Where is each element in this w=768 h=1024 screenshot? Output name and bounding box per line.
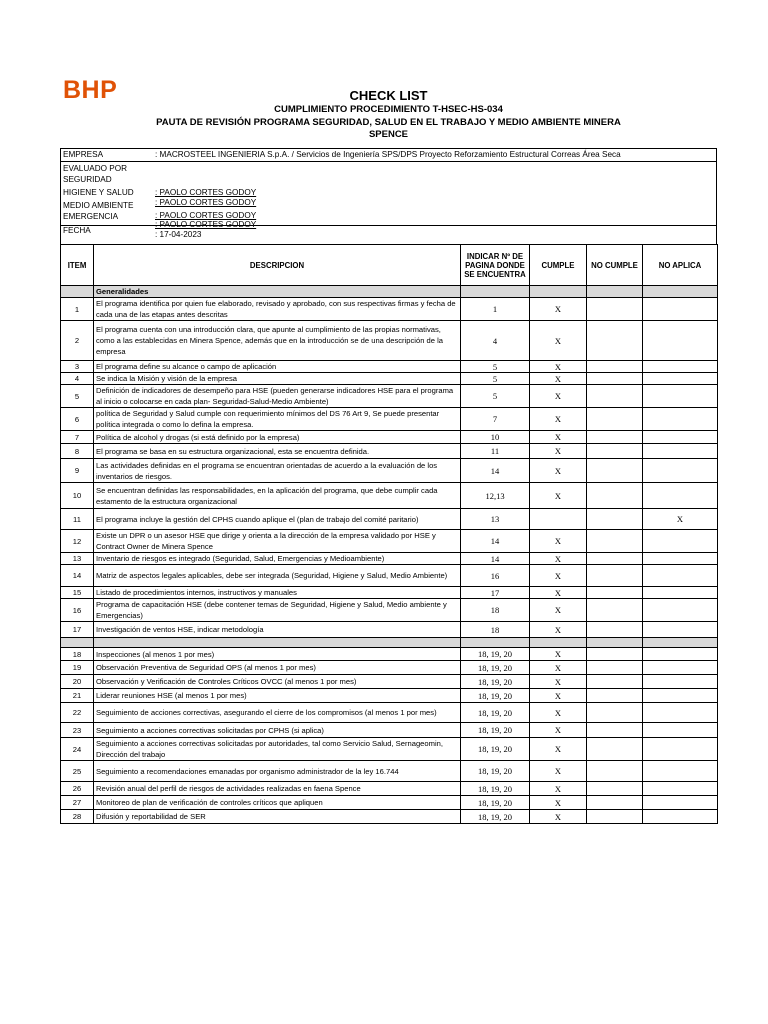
no-aplica-cell xyxy=(643,761,718,782)
description-cell: Definición de indicadores de desempeño para HSE (pueden generarse indicadores HSE para el programa al inicio o colocarse en cada plan- Seguridad-Salud-Medio Ambiente) xyxy=(94,385,461,408)
table-row xyxy=(61,509,718,530)
item-cell: 9 xyxy=(61,459,94,483)
document-subtitle-procedure: CUMPLIMIENTO PROCEDIMIENTO T-HSEC-HS-034 xyxy=(274,104,503,115)
description-cell: El programa identifica por quien fue elaborado, revisado y aprobado, con sus respectivas firmas y fecha de cada una de las etapas antes descritas xyxy=(94,298,461,321)
document-subtitle-site: SPENCE xyxy=(368,129,409,140)
page-cell: 18 xyxy=(461,599,530,622)
page-cell: 10 xyxy=(461,431,530,444)
no-aplica-cell xyxy=(643,587,718,599)
page-cell: 17 xyxy=(461,587,530,599)
item-cell: 4 xyxy=(61,373,94,385)
page-cell: 7 xyxy=(461,408,530,431)
cumple-cell: X xyxy=(530,553,587,565)
description-cell: Liderar reuniones HSE (al menos 1 por mes) xyxy=(94,689,461,703)
no-aplica-cell xyxy=(643,738,718,761)
item-cell: 1 xyxy=(61,298,94,321)
separator-cell xyxy=(94,638,461,648)
description-cell: Se indica la Misión y visión de la empresa xyxy=(94,373,461,385)
table-row xyxy=(61,599,718,622)
cumple-cell: X xyxy=(530,661,587,675)
cumple-header: CUMPLE xyxy=(530,245,587,286)
page-cell: 18, 19, 20 xyxy=(461,689,530,703)
no-aplica-cell xyxy=(643,703,718,723)
separator-cell xyxy=(61,638,94,648)
item-cell: 28 xyxy=(61,810,94,824)
no-cumple-cell xyxy=(587,599,643,622)
table-row xyxy=(61,373,718,385)
medio-ambiente-value: : PAOLO CORTES GODOY xyxy=(155,211,257,220)
item-cell: 14 xyxy=(61,565,94,587)
table-row xyxy=(61,587,718,599)
cumple-cell: X xyxy=(530,738,587,761)
description-cell: Política de alcohol y drogas (si está definido por la empresa) xyxy=(94,431,461,444)
no-cumple-cell xyxy=(587,782,643,796)
page-cell: 18, 19, 20 xyxy=(461,810,530,824)
item-cell: 24 xyxy=(61,738,94,761)
table-row xyxy=(61,321,718,361)
table-row xyxy=(61,703,718,723)
no-aplica-cell xyxy=(643,530,718,553)
table-row xyxy=(61,675,718,689)
page-cell: 13 xyxy=(461,509,530,530)
description-cell: El programa cuenta con una introducción clara, que apunte al cumplimiento de las propias normativas, como a las establecidas en Minera Spence, además que en la introducción se de una descripción de la empresa xyxy=(94,321,461,361)
section-cell xyxy=(643,286,718,298)
description-cell: Observación Preventiva de Seguridad OPS (al menos 1 por mes) xyxy=(94,661,461,675)
no-cumple-cell xyxy=(587,431,643,444)
item-cell: 2 xyxy=(61,321,94,361)
cumple-cell: X xyxy=(530,361,587,373)
page-cell: 18, 19, 20 xyxy=(461,703,530,723)
table-row xyxy=(61,796,718,810)
cumple-cell: X xyxy=(530,408,587,431)
no-aplica-cell xyxy=(643,796,718,810)
item-header: ITEM xyxy=(61,245,94,286)
no-aplica-cell xyxy=(643,431,718,444)
section-separator-row xyxy=(61,638,718,648)
no-aplica-cell xyxy=(643,675,718,689)
no-cumple-cell xyxy=(587,761,643,782)
item-cell: 15 xyxy=(61,587,94,599)
fecha-label: FECHA xyxy=(63,226,91,235)
item-cell: 11 xyxy=(61,509,94,530)
page-cell: 11 xyxy=(461,444,530,459)
table-row xyxy=(61,408,718,431)
no-cumple-cell xyxy=(587,689,643,703)
description-cell: Seguimiento a recomendaciones emanadas por organismo administrador de la ley 16.744 xyxy=(94,761,461,782)
description-cell: política de Seguridad y Salud cumple con requerimiento mínimos del DS 76 Art 9, Se puede presentar política integrada o como lo defina la empresa. xyxy=(94,408,461,431)
empresa-label: EMPRESA xyxy=(63,150,104,159)
item-cell: 13 xyxy=(61,553,94,565)
no-aplica-cell xyxy=(643,622,718,638)
page-cell: 18, 19, 20 xyxy=(461,761,530,782)
item-cell: 21 xyxy=(61,689,94,703)
item-cell: 7 xyxy=(61,431,94,444)
no-cumple-cell xyxy=(587,723,643,738)
table-row xyxy=(61,661,718,675)
no-cumple-cell xyxy=(587,483,643,509)
section-cell xyxy=(530,286,587,298)
separator-cell xyxy=(530,638,587,648)
page-cell: 14 xyxy=(461,530,530,553)
description-cell: Revisión anual del perfil de riesgos de actividades realizadas en faena Spence xyxy=(94,782,461,796)
item-cell: 10 xyxy=(61,483,94,509)
section-cell xyxy=(587,286,643,298)
table-header-row xyxy=(61,245,718,286)
page-cell: 12,13 xyxy=(461,483,530,509)
cumple-cell: X xyxy=(530,796,587,810)
no-cumple-cell xyxy=(587,565,643,587)
page-cell: 14 xyxy=(461,459,530,483)
empresa-row xyxy=(61,149,716,162)
page-cell: 18, 19, 20 xyxy=(461,738,530,761)
no-cumple-cell xyxy=(587,373,643,385)
item-cell: 17 xyxy=(61,622,94,638)
higiene-label: HIGIENE Y SALUD xyxy=(63,188,134,197)
table-row xyxy=(61,553,718,565)
no-cumple-cell xyxy=(587,587,643,599)
table-row xyxy=(61,298,718,321)
no-aplica-cell xyxy=(643,810,718,824)
description-cell: Seguimiento a acciones correctivas solicitadas por CPHS (si aplica) xyxy=(94,723,461,738)
no-aplica-cell: X xyxy=(643,509,718,530)
section-item-cell xyxy=(61,286,94,298)
table-row xyxy=(61,565,718,587)
no-cumple-cell xyxy=(587,648,643,661)
cumple-cell: X xyxy=(530,530,587,553)
description-cell: Programa de capacitación HSE (debe contener temas de Seguridad, Higiene y Salud, Medio ambiente y Emergencias) xyxy=(94,599,461,622)
description-cell: Investigación de ventos HSE, indicar metodología xyxy=(94,622,461,638)
item-cell: 22 xyxy=(61,703,94,723)
no-aplica-cell xyxy=(643,599,718,622)
table-row xyxy=(61,385,718,408)
cumple-cell: X xyxy=(530,782,587,796)
table-row xyxy=(61,689,718,703)
document-header xyxy=(60,88,717,142)
no-cumple-cell xyxy=(587,622,643,638)
no-aplica-cell xyxy=(643,661,718,675)
no-cumple-cell xyxy=(587,444,643,459)
no-cumple-cell xyxy=(587,361,643,373)
item-cell: 18 xyxy=(61,648,94,661)
no-aplica-cell xyxy=(643,782,718,796)
evaluado-block xyxy=(61,162,716,229)
cumple-cell: X xyxy=(530,723,587,738)
cumple-cell: X xyxy=(530,599,587,622)
no-aplica-cell xyxy=(643,483,718,509)
cumple-cell: X xyxy=(530,483,587,509)
table-row xyxy=(61,622,718,638)
no-aplica-cell xyxy=(643,553,718,565)
cumple-cell: X xyxy=(530,622,587,638)
table-row xyxy=(61,459,718,483)
description-cell: Inventario de riesgos es integrado (Seguridad, Salud, Emergencias y Medioambiente) xyxy=(94,553,461,565)
description-cell: Observación y Verificación de Controles Críticos OVCC (al menos 1 por mes) xyxy=(94,675,461,689)
document-title: CHECK LIST xyxy=(349,88,428,103)
description-cell: Las actividades definidas en el programa se encuentran orientadas de acuerdo a la evaluación de los inventarios de riesgos. xyxy=(94,459,461,483)
table-row xyxy=(61,648,718,661)
description-cell: El programa se basa en su estructura organizacional, esta se encuentra definida. xyxy=(94,444,461,459)
no-cumple-cell xyxy=(587,530,643,553)
item-cell: 20 xyxy=(61,675,94,689)
descripcion-header: DESCRIPCION xyxy=(94,245,461,286)
description-cell: Seguimiento de acciones correctivas, asegurando el cierre de los compromisos (al menos 1 por mes) xyxy=(94,703,461,723)
cumple-cell: X xyxy=(530,689,587,703)
cumple-cell: X xyxy=(530,587,587,599)
separator-cell xyxy=(587,638,643,648)
table-row xyxy=(61,361,718,373)
bhp-logo: BHP xyxy=(63,76,118,104)
cumple-cell: X xyxy=(530,810,587,824)
cumple-cell: X xyxy=(530,703,587,723)
item-cell: 26 xyxy=(61,782,94,796)
page-cell: 18, 19, 20 xyxy=(461,675,530,689)
evaluado-label: EVALUADO POR xyxy=(63,164,127,173)
medio-ambiente-label: MEDIO AMBIENTE xyxy=(63,201,134,210)
page-cell: 18 xyxy=(461,622,530,638)
cumple-cell: X xyxy=(530,565,587,587)
no-aplica-cell xyxy=(643,373,718,385)
cumple-cell: X xyxy=(530,431,587,444)
item-cell: 6 xyxy=(61,408,94,431)
no-cumple-cell xyxy=(587,661,643,675)
emergencia-value: : PAOLO CORTES GODOY xyxy=(155,220,257,229)
no-cumple-cell xyxy=(587,553,643,565)
cumple-cell: X xyxy=(530,761,587,782)
description-cell: El programa define su alcance o campo de aplicación xyxy=(94,361,461,373)
item-cell: 16 xyxy=(61,599,94,622)
table-row xyxy=(61,810,718,824)
table-row xyxy=(61,723,718,738)
separator-cell xyxy=(643,638,718,648)
page-cell: 18, 19, 20 xyxy=(461,782,530,796)
seguridad-label: SEGURIDAD xyxy=(63,175,112,184)
cumple-cell: X xyxy=(530,373,587,385)
item-cell: 19 xyxy=(61,661,94,675)
page-cell: 5 xyxy=(461,373,530,385)
table-row xyxy=(61,431,718,444)
description-cell: Existe un DPR o un asesor HSE que dirige y orienta a la dirección de la empresa validado por HSE y Contract Owner de Minera Spence xyxy=(94,530,461,553)
page-cell: 18, 19, 20 xyxy=(461,661,530,675)
item-cell: 23 xyxy=(61,723,94,738)
no-cumple-header: NO CUMPLE xyxy=(587,245,643,286)
item-cell: 12 xyxy=(61,530,94,553)
cumple-cell: X xyxy=(530,675,587,689)
no-aplica-cell xyxy=(643,459,718,483)
item-cell: 8 xyxy=(61,444,94,459)
table-row xyxy=(61,530,718,553)
no-aplica-cell xyxy=(643,408,718,431)
no-cumple-cell xyxy=(587,321,643,361)
table-row xyxy=(61,761,718,782)
description-cell: Inspecciones (al menos 1 por mes) xyxy=(94,648,461,661)
no-aplica-cell xyxy=(643,361,718,373)
description-cell: El programa incluye la gestión del CPHS cuando aplique el (plan de trabajo del comité paritario) xyxy=(94,509,461,530)
cumple-cell: X xyxy=(530,648,587,661)
description-cell: Monitoreo de plan de verificación de controles críticos que apliquen xyxy=(94,796,461,810)
page-cell: 4 xyxy=(461,321,530,361)
fecha-value: : 17-04-2023 xyxy=(155,230,202,239)
no-aplica-cell xyxy=(643,648,718,661)
cumple-cell xyxy=(530,509,587,530)
section-row-generalidades xyxy=(61,286,718,298)
no-cumple-cell xyxy=(587,459,643,483)
table-row xyxy=(61,738,718,761)
page-cell: 5 xyxy=(461,361,530,373)
page-cell: 16 xyxy=(461,565,530,587)
no-cumple-cell xyxy=(587,385,643,408)
page-cell: 14 xyxy=(461,553,530,565)
higiene-value: : PAOLO CORTES GODOY xyxy=(155,198,257,207)
page-cell: 5 xyxy=(461,385,530,408)
empresa-value: : MACROSTEEL INGENIERIA S.p.A. / Servicios de Ingeniería SPS/DPS Proyecto Reforzamiento Estructural Correas Área Seca xyxy=(155,150,621,159)
no-aplica-cell xyxy=(643,444,718,459)
item-cell: 3 xyxy=(61,361,94,373)
cumple-cell: X xyxy=(530,459,587,483)
no-aplica-cell xyxy=(643,321,718,361)
no-aplica-cell xyxy=(643,298,718,321)
no-aplica-cell xyxy=(643,689,718,703)
page-cell: 18, 19, 20 xyxy=(461,796,530,810)
item-cell: 27 xyxy=(61,796,94,810)
seguridad-value: : PAOLO CORTES GODOY xyxy=(155,188,257,197)
no-cumple-cell xyxy=(587,703,643,723)
table-row xyxy=(61,782,718,796)
section-cell xyxy=(461,286,530,298)
no-cumple-cell xyxy=(587,810,643,824)
document-subtitle-program: PAUTA DE REVISIÓN PROGRAMA SEGURIDAD, SALUD EN EL TRABAJO Y MEDIO AMBIENTE MINERA xyxy=(156,116,621,128)
no-cumple-cell xyxy=(587,675,643,689)
page-cell: 18, 19, 20 xyxy=(461,648,530,661)
no-aplica-cell xyxy=(643,385,718,408)
cumple-cell: X xyxy=(530,444,587,459)
no-aplica-cell xyxy=(643,723,718,738)
description-cell: Listado de procedimientos internos, instructivos y manuales xyxy=(94,587,461,599)
checklist-table xyxy=(60,244,718,824)
separator-cell xyxy=(461,638,530,648)
no-cumple-cell xyxy=(587,298,643,321)
no-cumple-cell xyxy=(587,738,643,761)
no-aplica-cell xyxy=(643,565,718,587)
page-cell: 1 xyxy=(461,298,530,321)
pagina-header: INDICAR Nº DE PAGINA DONDE SE ENCUENTRA xyxy=(461,245,530,286)
description-cell: Se encuentran definidas las responsabilidades, en la aplicación del programa, que debe cumplir cada estamento de la estructura organizacional xyxy=(94,483,461,509)
no-aplica-header: NO APLICA xyxy=(643,245,718,286)
info-block xyxy=(60,148,717,245)
description-cell: Seguimiento a acciones correctivas solicitadas por autoridades, tal como Servicio Salud, Sernageomin, Dirección del trabajo xyxy=(94,738,461,761)
item-cell: 5 xyxy=(61,385,94,408)
cumple-cell: X xyxy=(530,321,587,361)
cumple-cell: X xyxy=(530,298,587,321)
no-cumple-cell xyxy=(587,408,643,431)
cumple-cell: X xyxy=(530,385,587,408)
section-label: Generalidades xyxy=(94,286,461,298)
item-cell: 25 xyxy=(61,761,94,782)
evaluado-values xyxy=(154,162,716,229)
table-row xyxy=(61,483,718,509)
evaluado-labels xyxy=(61,162,154,225)
page-cell: 18, 19, 20 xyxy=(461,723,530,738)
emergencia-label: EMERGENCIA xyxy=(63,212,119,221)
no-cumple-cell xyxy=(587,509,643,530)
table-row xyxy=(61,444,718,459)
description-cell: Matriz de aspectos legales aplicables, debe ser integrada (Seguridad, Higiene y Salud, Medio Ambiente) xyxy=(94,565,461,587)
description-cell: Difusión y reportabilidad de SER xyxy=(94,810,461,824)
no-cumple-cell xyxy=(587,796,643,810)
